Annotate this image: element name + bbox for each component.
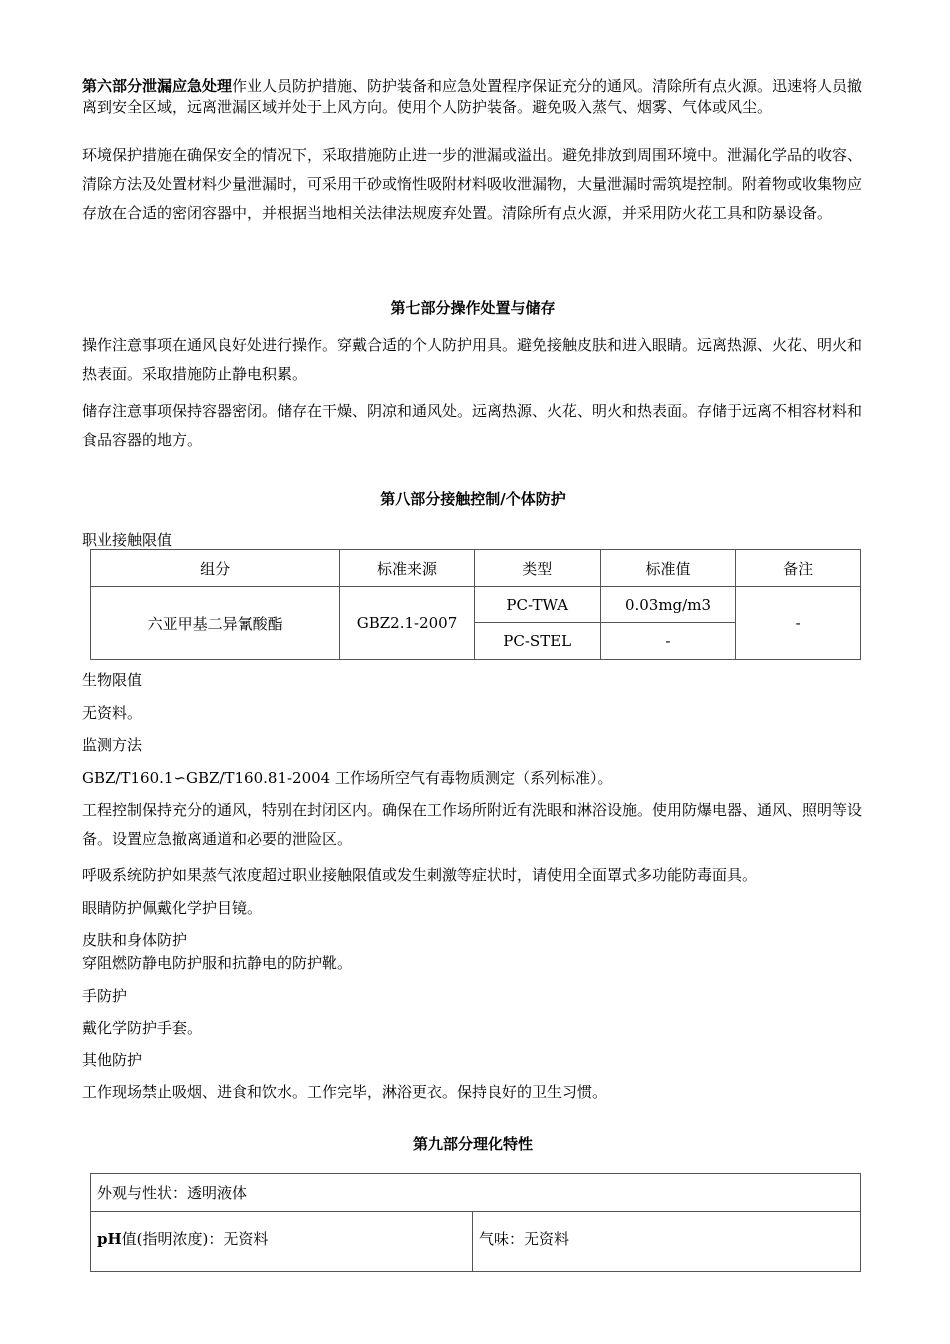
section9-title: 第九部分理化特性 <box>412 1135 533 1153</box>
header-remark: 备注 <box>736 550 861 587</box>
cell-source: GBZ2.1-2007 <box>340 587 475 660</box>
hand-label: 手防护 <box>82 987 128 1005</box>
table-header-row <box>91 550 861 587</box>
oel-table <box>90 549 861 660</box>
section7-title: 第七部分操作处置与储存 <box>390 299 556 317</box>
cell-component: 六亚甲基二异氰酸酯 <box>91 587 340 660</box>
other-value: 工作现场禁止吸烟、进食和饮水。工作完毕，淋浴更衣。保持良好的卫生习惯。 <box>82 1083 608 1101</box>
header-source: 标准来源 <box>340 550 475 587</box>
respiratory-text: 呼吸系统防护如果蒸气浓度超过职业接触限值或发生刺激等症状时，请使用全面罩式多功能防毒面具。 <box>82 866 758 884</box>
header-value: 标准值 <box>600 550 736 587</box>
hand-value: 戴化学防护手套。 <box>82 1019 203 1037</box>
table-row <box>91 587 861 623</box>
properties-table <box>90 1173 861 1272</box>
engineering-text: 工程控制保持充分的通风，特别在封闭区内。确保在工作场所附近有洗眼和淋浴设施。使用防爆电器、通风、照明等设备。设置应急撤离通道和必要的泄险区。 <box>82 801 863 848</box>
monitor-value: GBZ/T160.1∽GBZ/T160.81-2004 工作场所空气有毒物质测定（系列标准）。 <box>82 769 613 787</box>
section7-handling-text: 操作注意事项在通风良好处进行操作。穿戴合适的个人防护用具。避免接触皮肤和进入眼睛。远离热源、火花、明火和热表面。采取措施防止静电积累。 <box>82 336 863 383</box>
cell-value-stel: - <box>600 623 736 660</box>
appearance-cell: 外观与性状：透明液体 <box>91 1174 861 1212</box>
bio-value: 无资料。 <box>82 704 143 722</box>
cell-type-twa: PC-TWA <box>474 587 600 623</box>
cell-type-stel: PC-STEL <box>474 623 600 660</box>
section7-storage-text: 储存注意事项保持容器密闭。储存在干燥、阴凉和通风处。远离热源、火花、明火和热表面。存储于远离不相容材料和食品容器的地方。 <box>82 402 863 449</box>
other-label: 其他防护 <box>82 1051 143 1069</box>
skin-value: 穿阻燃防静电防护服和抗静电的防护靴。 <box>82 954 353 972</box>
table-row <box>91 1174 861 1212</box>
header-component: 组分 <box>91 550 340 587</box>
cell-remark: - <box>736 587 861 660</box>
ph-cell <box>91 1212 473 1272</box>
odor-cell: 气味：无资料 <box>473 1212 861 1272</box>
cell-value-twa: 0.03mg/m3 <box>600 587 736 623</box>
bio-label: 生物限值 <box>82 671 143 689</box>
eye-text: 眼睛防护佩戴化学护目镜。 <box>82 899 263 917</box>
ph-label: pH <box>97 1230 122 1248</box>
ph-value: 值(指明浓度)：无资料 <box>121 1230 269 1248</box>
section6-personnel-text: 作业人员防护措施、防护装备和应急处置程序保证充分的通风。清除所有点火源。迅速将人员撤离到安全区域，远离泄漏区域并处于上风方向。使用个人防护装备。避免吸入蒸气、烟雾、气体或风尘。 <box>82 77 863 116</box>
header-type: 类型 <box>474 550 600 587</box>
skin-label: 皮肤和身体防护 <box>82 931 188 949</box>
section8-title: 第八部分接触控制/个体防护 <box>380 490 566 508</box>
oel-label: 职业接触限值 <box>82 531 173 549</box>
monitor-label: 监测方法 <box>82 736 143 754</box>
section6-intro <box>82 76 864 118</box>
section6-title: 第六部分泄漏应急处理 <box>82 77 233 95</box>
table-row <box>91 1212 861 1272</box>
section6-environment-text: 环境保护措施在确保安全的情况下，采取措施防止进一步的泄漏或溢出。避免排放到周围环境中。泄漏化学品的收容、清除方法及处置材料少量泄漏时，可采用干砂或惰性吸附材料吸收泄漏物，大量泄漏时需筑堤控制。附着物或收集物应存放在合适的密闭容器中，并根据当地相关法律法规废弃处置。清除所有点火源，并采用防火花工具和防暴设备。 <box>82 146 863 222</box>
